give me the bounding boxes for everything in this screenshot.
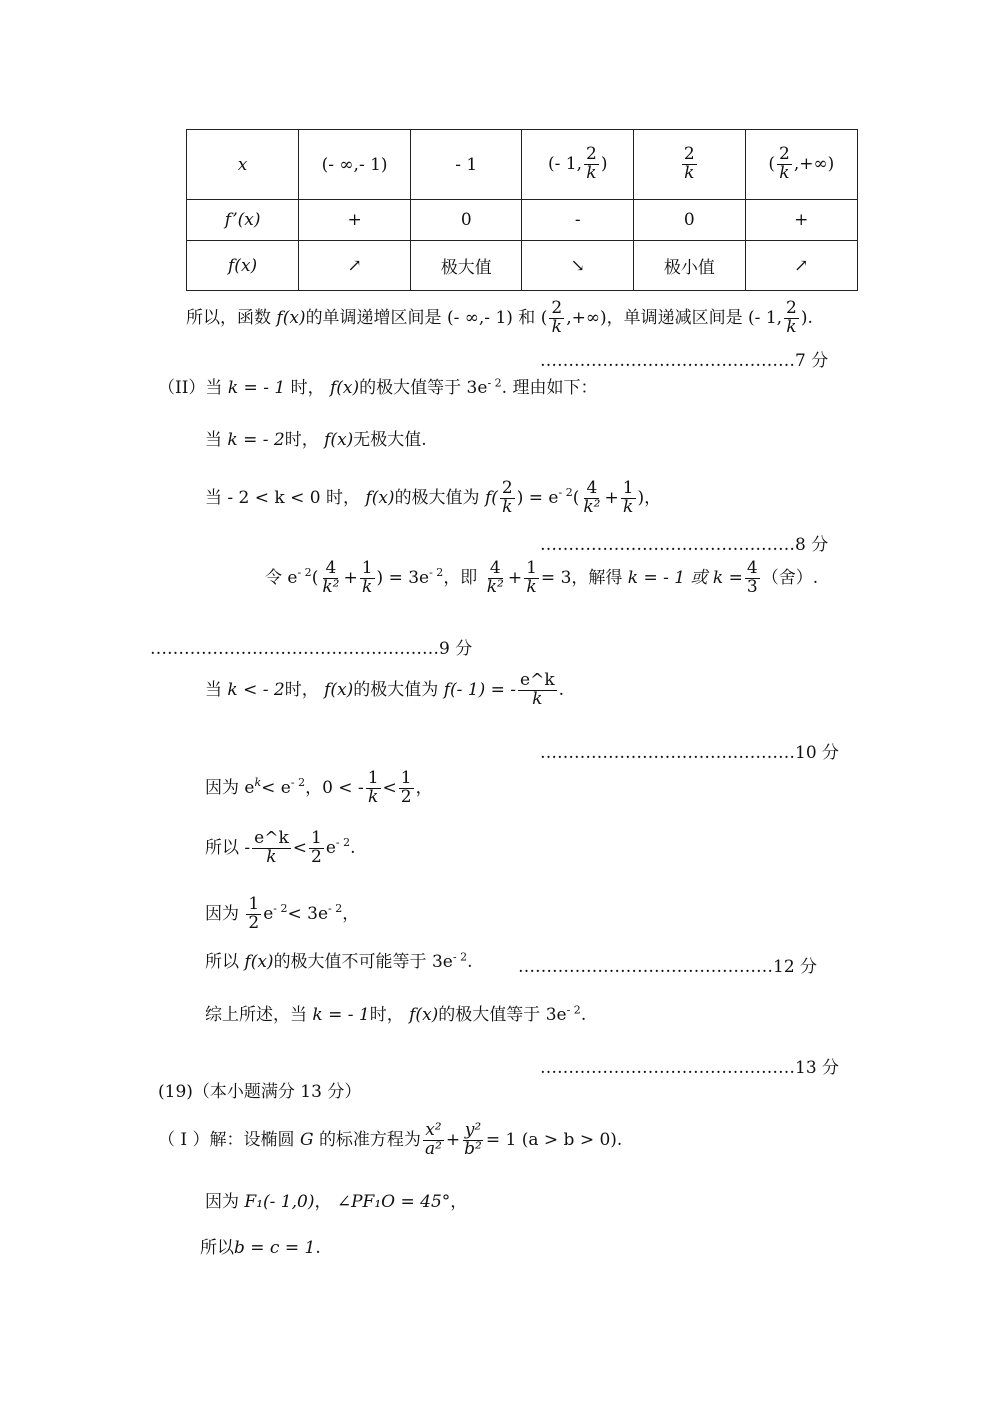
text: . <box>558 679 565 700</box>
cell: 0 <box>634 200 746 241</box>
exponent: - 2 <box>328 902 343 916</box>
text: 因为 <box>205 903 239 924</box>
fraction <box>320 560 341 597</box>
fraction <box>462 1122 484 1159</box>
denominator: k <box>367 786 379 807</box>
text: （ I ）解：设椭圆 <box>158 1129 295 1150</box>
denominator: k <box>551 316 562 337</box>
math: ∠PF₁O = 45° <box>336 1192 451 1212</box>
case-k-minus-2-line <box>205 430 427 450</box>
text: < <box>382 777 397 798</box>
numerator: 1 <box>361 558 373 578</box>
denominator: 2 <box>311 846 322 867</box>
cell-fp-label: f’(x) <box>187 200 299 241</box>
conclusion-line <box>205 1005 586 1025</box>
denominator: k² <box>583 496 601 517</box>
text: 的极大值为 <box>394 487 480 508</box>
text: ( <box>311 567 319 588</box>
denominator: k <box>526 576 537 597</box>
text: 因为 <box>205 777 239 798</box>
text: 所以 <box>205 837 239 858</box>
text: . <box>616 1129 623 1150</box>
text: 当 - 2 < k < 0 时， <box>205 487 360 508</box>
fraction <box>549 300 564 337</box>
denominator: k <box>684 163 695 184</box>
math: f( <box>484 487 498 508</box>
denominator: k <box>502 496 513 517</box>
text: . <box>315 1238 321 1258</box>
exponent: - 2 <box>297 566 312 580</box>
fraction <box>682 146 697 183</box>
cell <box>522 130 634 200</box>
math: e <box>244 777 255 798</box>
math: b = c = 1 <box>234 1238 316 1258</box>
text: )， <box>637 487 662 508</box>
sign-table <box>186 129 858 291</box>
text: ,+∞)，单调递减区间是 (- 1, <box>566 307 783 328</box>
score-10: ………………………………………10 分 <box>540 743 840 763</box>
numerator: 1 <box>400 768 412 788</box>
exponent: - 2 <box>290 776 306 790</box>
math: - <box>244 837 251 858</box>
result-line <box>200 1238 321 1258</box>
text: 的标准方程为 <box>318 1129 421 1150</box>
exponent: - 2 <box>452 950 468 964</box>
math: f(x) <box>324 430 354 450</box>
text: 无极大值. <box>353 430 427 450</box>
numerator: y² <box>464 1120 482 1140</box>
text: 的极大值等于 <box>438 1005 541 1025</box>
fraction <box>518 672 557 709</box>
exponent: - 2 <box>429 566 444 580</box>
math: f(- 1) = - <box>443 679 517 700</box>
text: 所以，函数 <box>186 307 271 328</box>
fraction <box>584 146 599 183</box>
therefore-line-2 <box>205 952 472 972</box>
table-row <box>187 200 858 241</box>
text: ， <box>314 1192 332 1212</box>
score-12: ………………………………………12 分 <box>518 957 818 977</box>
text: 的单调递增区间是 (- ∞,- 1) 和 ( <box>305 307 548 328</box>
cell-x-label: x <box>187 130 299 200</box>
text: ( <box>768 154 775 175</box>
numerator: 4 <box>489 558 501 578</box>
text: 因为 <box>205 1192 239 1212</box>
part-ii-line <box>158 378 597 398</box>
ellipse-setup-line <box>158 1122 622 1159</box>
math: k = - 2 <box>227 430 285 450</box>
fraction <box>745 560 760 597</box>
fraction <box>360 560 375 597</box>
fraction <box>366 770 381 807</box>
denominator: 2 <box>400 786 412 807</box>
cell: 极大值 <box>410 241 522 291</box>
numerator: 2 <box>501 478 513 498</box>
denominator: k <box>361 576 373 597</box>
text: ,+∞) <box>793 154 835 175</box>
text: 综上所述，当 <box>205 1005 307 1025</box>
text: 当 <box>205 430 222 450</box>
text: ( <box>572 487 580 508</box>
text: 时， <box>284 430 319 450</box>
math: f(x) <box>324 679 354 700</box>
denominator: k <box>532 688 543 709</box>
text: (- 1, <box>548 154 583 175</box>
math: f(x) <box>329 378 360 398</box>
numerator: 2 <box>551 298 563 318</box>
numerator: 2 <box>683 144 695 165</box>
fraction <box>500 480 515 517</box>
denominator: k <box>622 496 634 517</box>
text: 的极大值等于 <box>359 378 462 398</box>
numerator: 1 <box>526 558 537 578</box>
math: 3e <box>466 378 488 398</box>
math: k = - 1 <box>312 1005 370 1025</box>
numerator: 1 <box>622 478 634 498</box>
math: f(x) <box>244 952 274 972</box>
math: < 3e <box>287 903 329 924</box>
fraction <box>252 830 291 867</box>
fraction <box>485 560 506 597</box>
monotonic-intervals-line <box>186 300 813 337</box>
text: （舍）. <box>761 567 819 588</box>
cell: ↘ <box>522 241 634 291</box>
numerator: 1 <box>311 828 322 848</box>
numerator: 4 <box>325 558 337 578</box>
math: = 1 (a > b > 0) <box>485 1129 617 1150</box>
math: k = - 1 或 k = <box>627 567 743 588</box>
denominator: k <box>779 163 790 184</box>
math: f(x) <box>409 1005 439 1025</box>
text: . 理由如下： <box>501 378 598 398</box>
exponent: k <box>254 776 262 790</box>
text: 所以 <box>205 952 239 972</box>
text: ， <box>415 777 433 798</box>
therefore-line-1 <box>205 830 356 867</box>
math: k = - 1 <box>227 378 286 398</box>
equation-line <box>265 560 818 597</box>
numerator: e^k <box>254 828 289 848</box>
text: 令 e <box>265 567 298 588</box>
numerator: 2 <box>778 144 790 165</box>
fraction <box>246 896 261 933</box>
score-9: ……………………………………………9 分 <box>150 639 473 659</box>
text: . <box>467 952 473 972</box>
score-8: ………………………………………8 分 <box>540 535 829 555</box>
text: + <box>343 567 358 588</box>
text: 的极大值为 <box>353 679 439 700</box>
cell: - 1 <box>410 130 522 200</box>
text: 所以 <box>200 1238 234 1258</box>
case-less-line <box>205 672 564 709</box>
exponent: - 2 <box>558 486 573 500</box>
problem-19-heading: (19)（本小题满分 13 分） <box>158 1082 362 1102</box>
text: + <box>445 1129 461 1150</box>
math: f(x) <box>276 307 306 328</box>
text: 时， <box>369 1005 404 1025</box>
denominator: 2 <box>248 912 260 933</box>
math: k < - 2 <box>227 679 285 700</box>
cell: 极小值 <box>634 241 746 291</box>
math: G <box>299 1129 314 1150</box>
table-row <box>187 130 858 200</box>
exponent: - 2 <box>273 902 288 916</box>
text: ) <box>600 154 608 175</box>
fraction <box>777 146 792 183</box>
text: + <box>507 567 523 588</box>
because-line-2 <box>205 896 359 933</box>
cell: + <box>745 200 857 241</box>
exponent: - 2 <box>566 1003 581 1017</box>
fraction <box>784 300 799 337</box>
math: 3e <box>545 1005 567 1025</box>
math: e <box>263 903 274 924</box>
denominator: a² <box>424 1138 442 1159</box>
math: < e <box>261 777 291 798</box>
text: = 3，解得 <box>540 567 623 588</box>
text: ， <box>342 903 360 924</box>
score-7: ………………………………………7 分 <box>540 351 829 371</box>
fraction <box>423 1122 444 1159</box>
numerator: 2 <box>586 144 597 165</box>
cell: + <box>299 200 411 241</box>
text: （II）当 <box>158 378 223 398</box>
text: 的极大值不可能等于 <box>273 952 427 972</box>
focus-line <box>205 1192 467 1212</box>
cell <box>634 130 746 200</box>
numerator: e^k <box>520 670 555 690</box>
numerator: 1 <box>367 768 379 788</box>
exponent: - 2 <box>487 376 502 390</box>
denominator: 3 <box>746 576 758 597</box>
table-row <box>187 241 858 291</box>
math: F₁(- 1,0) <box>244 1192 315 1212</box>
because-line-1 <box>205 770 433 807</box>
text: + <box>604 487 619 508</box>
denominator: k <box>786 316 797 337</box>
score-13: ………………………………………13 分 <box>540 1058 840 1078</box>
numerator: 4 <box>586 478 598 498</box>
cell <box>745 130 857 200</box>
cell: - <box>522 200 634 241</box>
text: 时， <box>284 679 319 700</box>
text: ，即 <box>443 567 478 588</box>
text: ， <box>450 1192 468 1212</box>
case-between-line <box>205 480 661 517</box>
cell-f-label: f(x) <box>187 241 299 291</box>
exponent: - 2 <box>335 836 351 850</box>
cell: ↗ <box>299 241 411 291</box>
text: 时， <box>290 378 325 398</box>
text: ，0 < - <box>305 777 364 798</box>
cell: (- ∞,- 1) <box>299 130 411 200</box>
numerator: 1 <box>248 894 260 914</box>
fraction <box>524 560 539 597</box>
denominator: k <box>586 163 597 184</box>
text: ) = 3e <box>376 567 430 588</box>
math: e <box>325 837 336 858</box>
text: 当 <box>205 679 222 700</box>
fraction <box>581 480 602 517</box>
text: ) = e <box>516 487 559 508</box>
denominator: k² <box>322 576 340 597</box>
text: . <box>350 837 356 858</box>
fraction <box>621 480 636 517</box>
math: f(x) <box>365 487 395 508</box>
math: 3e <box>431 952 453 972</box>
fraction <box>399 770 414 807</box>
numerator: 4 <box>746 558 758 578</box>
cell: 0 <box>410 200 522 241</box>
denominator: b² <box>464 1138 482 1159</box>
numerator: 2 <box>786 298 797 318</box>
text: ). <box>800 307 813 328</box>
numerator: x² <box>425 1120 442 1140</box>
text: . <box>580 1005 587 1025</box>
fraction <box>309 830 324 867</box>
denominator: k² <box>486 576 504 597</box>
cell: ↗ <box>745 241 857 291</box>
text: < <box>292 837 308 858</box>
denominator: k <box>266 846 277 867</box>
